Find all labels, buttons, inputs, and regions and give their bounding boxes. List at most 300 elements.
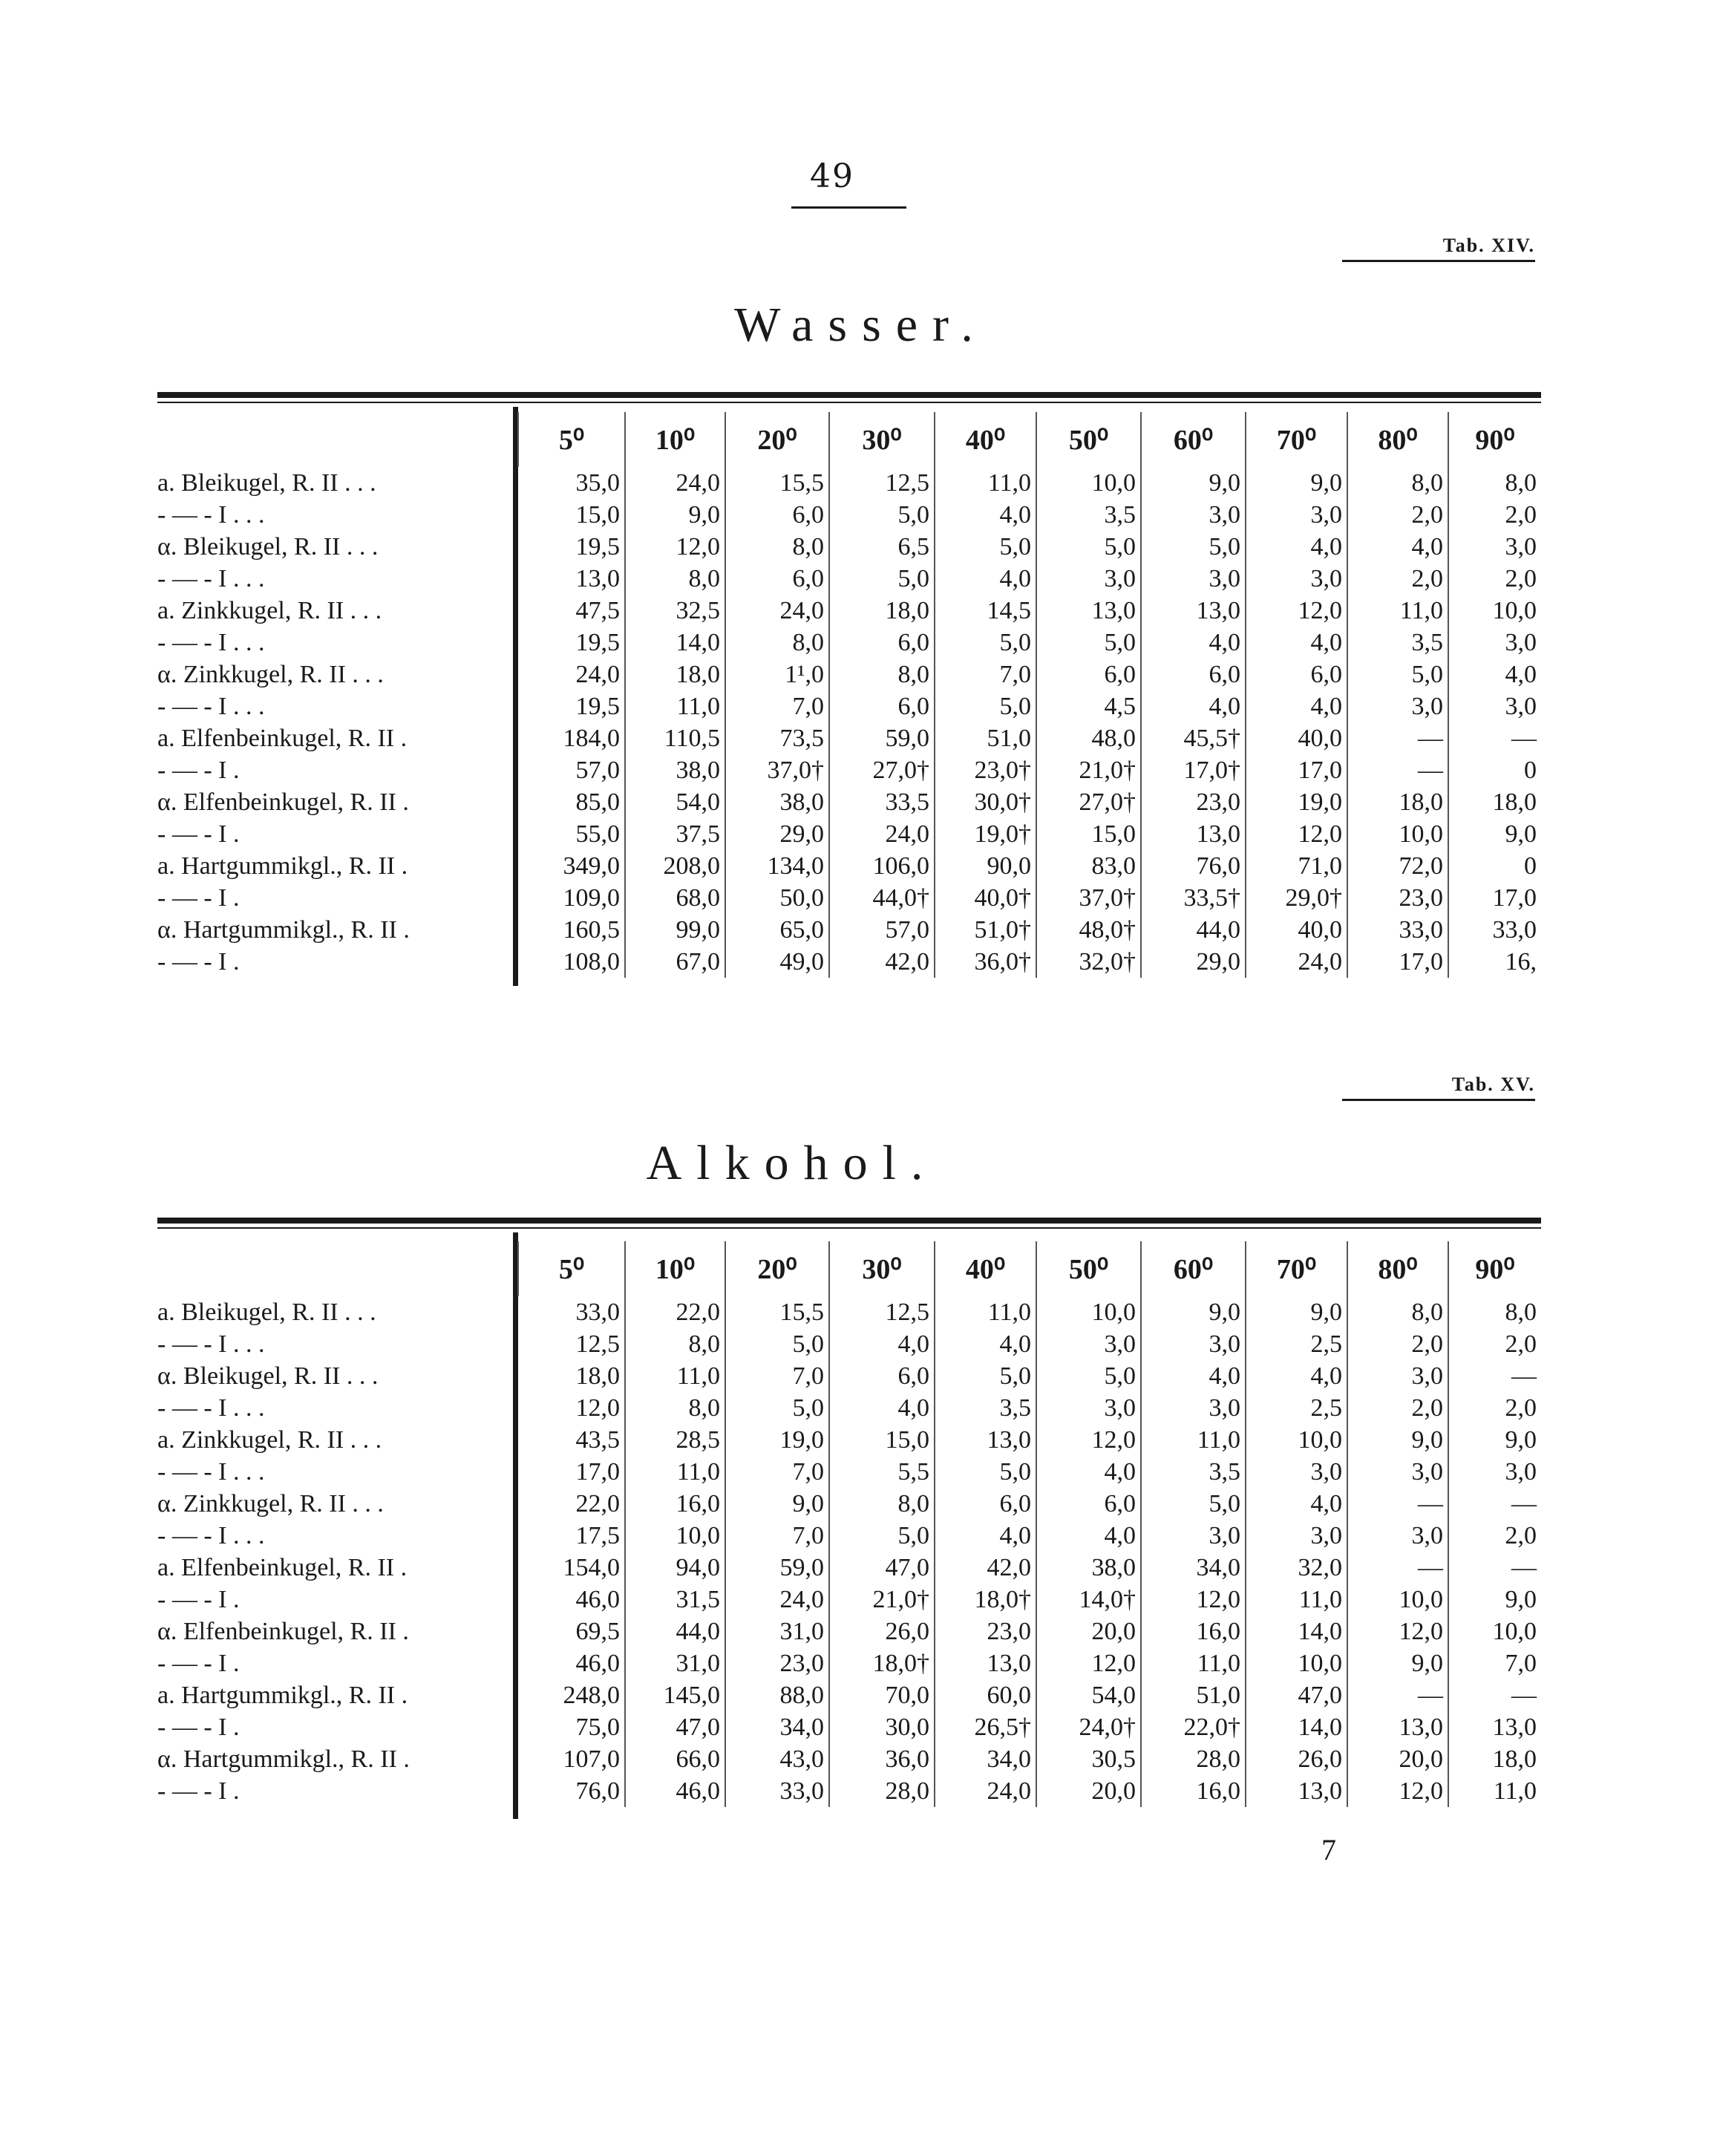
table-cell: 38,0: [625, 754, 725, 786]
table-cell: 5,0: [1141, 1488, 1246, 1520]
table-cell: 10,0: [1347, 818, 1448, 850]
table-cell: 8,0: [829, 659, 935, 690]
table-cell: 88,0: [725, 1679, 829, 1711]
table-row: [157, 722, 1541, 754]
row-label: - — - I .: [157, 820, 240, 848]
table-cell: 7,0: [1448, 1647, 1541, 1679]
table-cell: —: [1448, 1360, 1541, 1392]
table-cell: 2,0: [1347, 563, 1448, 595]
table-cell: 154,0: [563, 1554, 620, 1581]
table-cell: 1¹,0: [725, 659, 829, 690]
table-cell: 5,0: [1141, 531, 1246, 563]
table-cell: 10,0: [1448, 595, 1541, 627]
table-cell: 65,0: [725, 914, 829, 946]
table-cell: 10,0: [1246, 1647, 1347, 1679]
section-title-wasser: Wasser.: [734, 298, 988, 352]
table-cell: 15,0: [1036, 818, 1141, 850]
table-cell: 13,0: [935, 1424, 1036, 1456]
table-cell: 15,0: [829, 1424, 935, 1456]
table-cell: 22,0†: [1141, 1711, 1246, 1743]
row-label: α. Bleikugel, R. II . . .: [157, 1362, 379, 1390]
table-top-rule: [157, 392, 1541, 398]
table-cell: 37,0†: [1036, 882, 1141, 914]
table-cell: 19,5: [575, 693, 620, 720]
row-label: - — - I . . .: [157, 1458, 265, 1486]
table-cell: 12,0: [1347, 1775, 1448, 1807]
table-cell: 2,0: [1448, 563, 1541, 595]
column-header: 40⁰: [935, 1241, 1036, 1296]
table-cell: 9,0: [1246, 467, 1347, 499]
table-cell: 19,5: [575, 533, 620, 561]
table-cell: 57,0: [829, 914, 935, 946]
row-label: a. Zinkkugel, R. II . . .: [157, 1426, 382, 1454]
row-label: α. Hartgummikgl., R. II .: [157, 1745, 410, 1773]
row-label: α. Zinkkugel, R. II . . .: [157, 1490, 384, 1518]
table-cell: 5,0: [935, 1456, 1036, 1488]
table-cell: 13,0: [1141, 818, 1246, 850]
column-header: 80⁰: [1347, 1241, 1448, 1296]
table-row: [157, 531, 1541, 563]
table-cell: 4,0: [1448, 659, 1541, 690]
table-cell: —: [1347, 1552, 1448, 1584]
data-table-wasser: [157, 412, 1541, 978]
table-cell: 18,0†: [829, 1647, 935, 1679]
table-row: [157, 690, 1541, 722]
table-cell: 4,0: [1036, 1520, 1141, 1552]
table-cell: 28,0: [829, 1775, 935, 1807]
table-cell: 349,0: [563, 852, 620, 880]
column-header: 60⁰: [1141, 412, 1246, 467]
table-cell: 34,0: [935, 1743, 1036, 1775]
table-cell: 3,0: [1246, 1456, 1347, 1488]
table-cell: 5,0: [829, 499, 935, 531]
table-row: [157, 1488, 1541, 1520]
table-cell: 33,0: [575, 1298, 620, 1326]
table-cell: 208,0: [625, 850, 725, 882]
table-cell: 2,0: [1448, 1520, 1541, 1552]
column-header: 70⁰: [1246, 412, 1347, 467]
row-label: - — - I .: [157, 884, 240, 912]
table-cell: 11,0: [935, 467, 1036, 499]
table-cell: 8,0: [1448, 467, 1541, 499]
table-cell: 11,0: [1141, 1424, 1246, 1456]
table-cell: 17,0: [575, 1458, 620, 1486]
table-cell: 145,0: [625, 1679, 725, 1711]
table-cell: 3,0: [1036, 563, 1141, 595]
table-cell: 4,0: [1141, 690, 1246, 722]
table-cell: 3,0: [1347, 1360, 1448, 1392]
table-cell: 29,0: [1141, 946, 1246, 978]
table-cell: 18,0: [625, 659, 725, 690]
table-cell: 32,0†: [1036, 946, 1141, 978]
table-cell: 8,0: [625, 1392, 725, 1424]
table-cell: 13,0: [1036, 595, 1141, 627]
column-header: 30⁰: [829, 1241, 935, 1296]
table-cell: 13,0: [1448, 1711, 1541, 1743]
table-cell: 16,0: [1141, 1616, 1246, 1647]
table-cell: 8,0: [625, 1328, 725, 1360]
table-cell: 107,0: [563, 1745, 620, 1773]
table-cell: 21,0†: [829, 1584, 935, 1616]
table-cell: 14,0†: [1036, 1584, 1141, 1616]
table-cell: —: [1347, 1679, 1448, 1711]
table-cell: 16,0: [625, 1488, 725, 1520]
table-cell: 48,0†: [1036, 914, 1141, 946]
table-cell: 24,0†: [1036, 1711, 1141, 1743]
table-cell: 94,0: [625, 1552, 725, 1584]
row-label: - — - I .: [157, 948, 240, 976]
table-cell: 3,0: [1036, 1392, 1141, 1424]
table-cell: 40,0: [1246, 914, 1347, 946]
table-cell: 12,0: [1141, 1584, 1246, 1616]
table-row: [157, 914, 1541, 946]
table-cell: 5,0: [935, 531, 1036, 563]
table-cell: 11,0: [1141, 1647, 1246, 1679]
table-cell: 3,0: [1036, 1328, 1141, 1360]
table-cell: 26,0: [829, 1616, 935, 1647]
table-cell: 11,0: [625, 1360, 725, 1392]
table-cell: 69,5: [575, 1618, 620, 1645]
column-header: 20⁰: [725, 1241, 829, 1296]
table-cell: 2,0: [1448, 1328, 1541, 1360]
table-cell: 46,0: [575, 1586, 620, 1613]
data-table-alkohol: [157, 1241, 1541, 1807]
table-cell: 17,0: [1448, 882, 1541, 914]
table-label-tab-xv: Tab. XV.: [1342, 1074, 1535, 1101]
table-cell: 23,0: [725, 1647, 829, 1679]
table-row: [157, 1711, 1541, 1743]
table-cell: 10,0: [1036, 467, 1141, 499]
row-label: a. Hartgummikgl., R. II .: [157, 1682, 408, 1709]
row-label: α. Elfenbeinkugel, R. II .: [157, 788, 409, 816]
column-header: 10⁰: [625, 1241, 725, 1296]
table-cell: 0: [1448, 754, 1541, 786]
column-header: 30⁰: [829, 412, 935, 467]
row-label: - — - I . . .: [157, 1394, 265, 1422]
table-cell: 47,0: [625, 1711, 725, 1743]
table-cell: 6,0: [829, 690, 935, 722]
table-cell: 5,0: [725, 1392, 829, 1424]
table-cell: 9,0: [1347, 1647, 1448, 1679]
table-cell: 4,0: [1036, 1456, 1141, 1488]
table-cell: —: [1347, 722, 1448, 754]
table-cell: 51,0†: [935, 914, 1036, 946]
table-cell: 12,0: [1036, 1647, 1141, 1679]
table-cell: 15,5: [725, 1296, 829, 1328]
table-cell: 5,0: [935, 690, 1036, 722]
table-cell: 5,5: [829, 1456, 935, 1488]
table-cell: 38,0: [725, 786, 829, 818]
table-row: [157, 563, 1541, 595]
table-row: [157, 1647, 1541, 1679]
table-row: [157, 754, 1541, 786]
table-cell: 4,0: [935, 499, 1036, 531]
table-cell: 8,0: [1347, 1296, 1448, 1328]
table-cell: 66,0: [625, 1743, 725, 1775]
table-cell: 4,0: [1246, 531, 1347, 563]
table-cell: 5,0: [1036, 531, 1141, 563]
table-cell: 27,0†: [829, 754, 935, 786]
table-row: [157, 1679, 1541, 1711]
table-cell: 19,0†: [935, 818, 1036, 850]
table-cell: 109,0: [563, 884, 620, 912]
table-cell: 23,0: [1141, 786, 1246, 818]
table-cell: —: [1448, 1488, 1541, 1520]
table-cell: 59,0: [829, 722, 935, 754]
table-cell: 35,0: [575, 469, 620, 497]
table-cell: 3,0: [1246, 563, 1347, 595]
table-row: [157, 1424, 1541, 1456]
table-cell: 34,0: [725, 1711, 829, 1743]
table-cell: 9,0: [1141, 1296, 1246, 1328]
table-cell: 5,0: [725, 1328, 829, 1360]
table-cell: 9,0: [1448, 1424, 1541, 1456]
table-row: [157, 818, 1541, 850]
table-cell: 43,0: [725, 1743, 829, 1775]
table-cell: 134,0: [725, 850, 829, 882]
column-header: 50⁰: [1036, 412, 1141, 467]
table-cell: 11,0: [1448, 1775, 1541, 1807]
table-cell: 11,0: [935, 1296, 1036, 1328]
column-header: 5⁰: [518, 1241, 625, 1296]
table-row: [157, 1296, 1541, 1328]
table-row: [157, 1775, 1541, 1807]
table-cell: 70,0: [829, 1679, 935, 1711]
column-header: 50⁰: [1036, 1241, 1141, 1296]
table-cell: 30,0: [829, 1711, 935, 1743]
table-cell: 12,0: [1347, 1616, 1448, 1647]
table-cell: 3,5: [1347, 627, 1448, 659]
table-cell: 18,0: [1448, 1743, 1541, 1775]
table-cell: 28,5: [625, 1424, 725, 1456]
table-row: [157, 882, 1541, 914]
table-row: [157, 1520, 1541, 1552]
table-row: [157, 1328, 1541, 1360]
table-cell: 15,5: [725, 467, 829, 499]
table-cell: 21,0†: [1036, 754, 1141, 786]
table-cell: 76,0: [1141, 850, 1246, 882]
table-cell: 5,0: [829, 1520, 935, 1552]
table-cell: 2,0: [1448, 499, 1541, 531]
table-row: [157, 595, 1541, 627]
table-cell: 24,0: [575, 661, 620, 688]
table-cell: 32,0: [1246, 1552, 1347, 1584]
table-cell: 54,0: [625, 786, 725, 818]
table-cell: 10,0: [1036, 1296, 1141, 1328]
table-cell: 3,0: [1448, 690, 1541, 722]
table-row: [157, 850, 1541, 882]
table-cell: 7,0: [725, 690, 829, 722]
table-cell: 18,0: [829, 595, 935, 627]
table-cell: 85,0: [575, 788, 620, 816]
table-cell: —: [1347, 754, 1448, 786]
table-cell: 23,0: [935, 1616, 1036, 1647]
table-cell: 36,0: [829, 1743, 935, 1775]
column-header: 10⁰: [625, 412, 725, 467]
column-header: 90⁰: [1448, 1241, 1541, 1296]
table-cell: 3,0: [1448, 531, 1541, 563]
table-cell: 14,5: [935, 595, 1036, 627]
row-label: - — - I .: [157, 1586, 240, 1613]
table-cell: 6,0: [1036, 1488, 1141, 1520]
table-row: [157, 786, 1541, 818]
table-label-tab-xiv: Tab. XIV.: [1342, 235, 1535, 262]
table-cell: 33,0: [1448, 914, 1541, 946]
table-cell: 3,0: [1141, 563, 1246, 595]
table-cell: 13,0: [935, 1647, 1036, 1679]
row-label: - — - I . . .: [157, 693, 265, 720]
table-cell: —: [1448, 1552, 1541, 1584]
row-label: - — - I . . .: [157, 1522, 265, 1549]
table-cell: 40,0: [1246, 722, 1347, 754]
table-top-rule: [157, 1218, 1541, 1224]
table-cell: 2,0: [1448, 1392, 1541, 1424]
table-cell: 22,0: [625, 1296, 725, 1328]
table-cell: 37,5: [625, 818, 725, 850]
table-cell: 4,0: [935, 1520, 1036, 1552]
table-cell: 12,5: [829, 1296, 935, 1328]
table-cell: 24,0: [725, 1584, 829, 1616]
table-cell: 3,5: [1036, 499, 1141, 531]
row-label: - — - I .: [157, 1777, 240, 1805]
table-row: [157, 1392, 1541, 1424]
table-row: [157, 946, 1541, 978]
table-cell: 3,0: [1347, 1520, 1448, 1552]
column-header: 90⁰: [1448, 412, 1541, 467]
row-label: - — - I . . .: [157, 565, 265, 592]
table-cell: 3,0: [1141, 1392, 1246, 1424]
table-cell: 6,0: [1036, 659, 1141, 690]
table-cell: 31,0: [725, 1616, 829, 1647]
table-cell: 12,0: [625, 531, 725, 563]
table-cell: 4,0: [829, 1392, 935, 1424]
table-cell: 22,0: [575, 1490, 620, 1518]
table-row: [157, 1584, 1541, 1616]
table-cell: 20,0: [1036, 1775, 1141, 1807]
table-cell: 9,0: [1246, 1296, 1347, 1328]
table-cell: 68,0: [625, 882, 725, 914]
table-cell: 4,0: [1246, 690, 1347, 722]
table-cell: 12,5: [575, 1330, 620, 1358]
table-cell: 12,5: [829, 467, 935, 499]
table-cell: 46,0: [575, 1650, 620, 1677]
table-cell: 31,0: [625, 1647, 725, 1679]
table-row: [157, 1360, 1541, 1392]
table-cell: —: [1448, 722, 1541, 754]
section-title-alkohol: Alkohol.: [646, 1136, 938, 1190]
table-cell: 37,0†: [725, 754, 829, 786]
table-row: [157, 1552, 1541, 1584]
table-cell: 24,0: [829, 818, 935, 850]
row-label: α. Bleikugel, R. II . . .: [157, 533, 379, 561]
table-cell: 13,0: [1347, 1711, 1448, 1743]
page-number-underline: [791, 206, 906, 209]
table-cell: —: [1347, 1488, 1448, 1520]
table-top-rule-thin: [157, 1227, 1541, 1229]
table-cell: 11,0: [625, 1456, 725, 1488]
table-cell: 18,0: [1347, 786, 1448, 818]
table-cell: 3,0: [1141, 1328, 1246, 1360]
table-cell: 3,0: [1347, 1456, 1448, 1488]
table-cell: 10,0: [625, 1520, 725, 1552]
table-cell: 18,0†: [935, 1584, 1036, 1616]
table-row: [157, 1456, 1541, 1488]
table-cell: 19,5: [575, 629, 620, 656]
table-cell: 11,0: [1246, 1584, 1347, 1616]
table-cell: 3,0: [1141, 1520, 1246, 1552]
table-cell: 7,0: [725, 1456, 829, 1488]
table-cell: 44,0: [625, 1616, 725, 1647]
row-label: - — - I .: [157, 1714, 240, 1741]
table-cell: 42,0: [829, 946, 935, 978]
table-cell: 42,0: [935, 1552, 1036, 1584]
row-label: - — - I . . .: [157, 629, 265, 656]
table-cell: 45,5†: [1141, 722, 1246, 754]
table-cell: 5,0: [1036, 627, 1141, 659]
table-cell: 10,0: [1448, 1616, 1541, 1647]
table-cell: 7,0: [935, 659, 1036, 690]
table-cell: 13,0: [1141, 595, 1246, 627]
table-cell: 16,: [1448, 946, 1541, 978]
table-cell: 160,5: [563, 916, 620, 944]
table-cell: 67,0: [625, 946, 725, 978]
table-cell: 54,0: [1036, 1679, 1141, 1711]
table-cell: 24,0: [625, 467, 725, 499]
table-cell: 110,5: [625, 722, 725, 754]
table-cell: 9,0: [1448, 1584, 1541, 1616]
column-header: 20⁰: [725, 412, 829, 467]
table-cell: 32,5: [625, 595, 725, 627]
table-cell: 6,0: [1246, 659, 1347, 690]
table-cell: 6,0: [829, 627, 935, 659]
table-cell: 15,0: [575, 501, 620, 529]
table-cell: 14,0: [1246, 1616, 1347, 1647]
footer-page-number: 7: [1321, 1833, 1336, 1866]
table-cell: 5,0: [935, 1360, 1036, 1392]
table-cell: 17,0†: [1141, 754, 1246, 786]
table-cell: 90,0: [935, 850, 1036, 882]
table-cell: 47,0: [1246, 1679, 1347, 1711]
table-cell: 4,0: [1141, 627, 1246, 659]
table-cell: 27,0†: [1036, 786, 1141, 818]
table-cell: 11,0: [625, 690, 725, 722]
table-cell: 8,0: [725, 627, 829, 659]
table-cell: 248,0: [563, 1682, 620, 1709]
table-cell: 46,0: [625, 1775, 725, 1807]
row-label: α. Hartgummikgl., R. II .: [157, 916, 410, 944]
table-cell: 20,0: [1036, 1616, 1141, 1647]
table-cell: 3,0: [1246, 1520, 1347, 1552]
table-cell: 29,0: [725, 818, 829, 850]
table-row: [157, 627, 1541, 659]
table-cell: 6,0: [725, 563, 829, 595]
table-cell: 8,0: [829, 1488, 935, 1520]
row-label: α. Elfenbeinkugel, R. II .: [157, 1618, 409, 1645]
table-cell: 3,0: [1448, 1456, 1541, 1488]
table-cell: 2,5: [1246, 1328, 1347, 1360]
row-label: - — - I . . .: [157, 1330, 265, 1358]
table-cell: 33,0: [725, 1775, 829, 1807]
table-cell: 33,5†: [1141, 882, 1246, 914]
table-cell: 2,5: [1246, 1392, 1347, 1424]
table-cell: 36,0†: [935, 946, 1036, 978]
table-cell: 106,0: [829, 850, 935, 882]
table-row: [157, 467, 1541, 499]
table-cell: 26,0: [1246, 1743, 1347, 1775]
column-header: 70⁰: [1246, 1241, 1347, 1296]
table-cell: 8,0: [725, 531, 829, 563]
table-cell: 14,0: [625, 627, 725, 659]
